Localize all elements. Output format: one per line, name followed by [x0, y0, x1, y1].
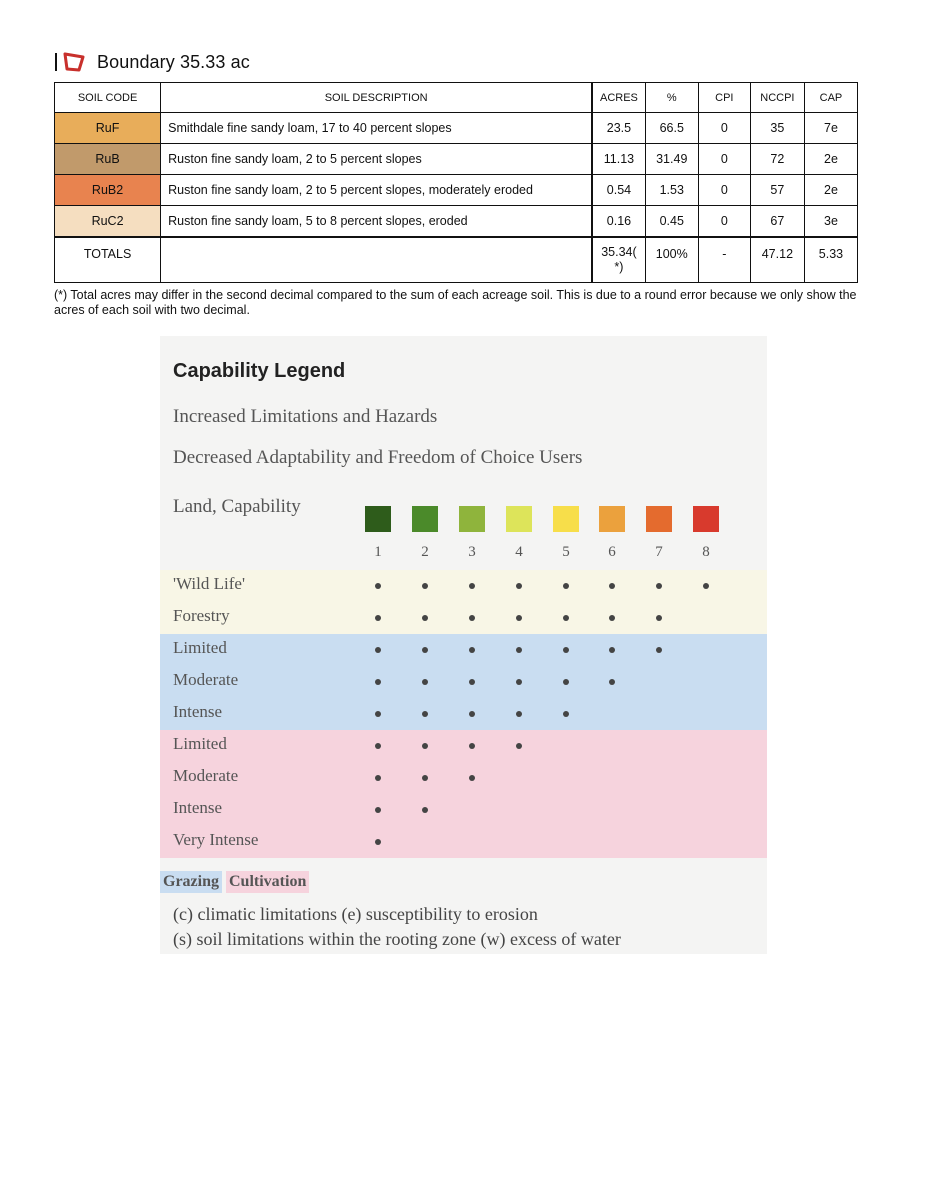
nccpi-cell: 72 — [750, 144, 804, 175]
suitability-dot — [469, 583, 475, 589]
class-number: 6 — [608, 544, 616, 560]
percent-cell: 66.5 — [645, 113, 698, 144]
legend-note-climatic: (c) climatic limitations (e) susceptibility to erosion — [173, 904, 538, 924]
use-row-cultivation — [160, 730, 767, 762]
legend-note-soil: (s) soil limitations within the rooting zone (w) excess of water — [173, 929, 621, 949]
suitability-dot — [516, 615, 522, 621]
acres-cell: 0.54 — [592, 175, 645, 206]
suitability-dot — [375, 679, 381, 685]
use-row-cultivation — [160, 826, 767, 858]
use-row-cultivation — [160, 762, 767, 794]
class-number: 1 — [374, 544, 382, 560]
suitability-dot — [422, 615, 428, 621]
suitability-dot — [516, 743, 522, 749]
class-number: 7 — [655, 544, 663, 560]
use-label: Intense — [173, 702, 223, 721]
nccpi-cell: 57 — [750, 175, 804, 206]
use-label: Limited — [173, 638, 227, 657]
use-label: Limited — [173, 734, 227, 753]
suitability-dot — [422, 743, 428, 749]
use-row-cultivation — [160, 794, 767, 826]
class-number: 8 — [702, 544, 710, 560]
capability-legend — [160, 336, 767, 954]
totals-nccpi-cell: 47.12 — [750, 237, 804, 283]
suitability-dot — [375, 647, 381, 653]
header-cap: CAP — [804, 83, 857, 113]
totals-acres-cell: 35.34( *) — [592, 237, 645, 283]
header-nccpi: NCCPI — [750, 83, 804, 113]
suitability-dot — [469, 743, 475, 749]
header-cpi: CPI — [698, 83, 750, 113]
header-percent: % — [645, 83, 698, 113]
suitability-dot — [422, 807, 428, 813]
suitability-dot — [609, 679, 615, 685]
totals-label: TOTALS — [55, 237, 161, 283]
suitability-dot — [516, 679, 522, 685]
header-acres: ACRES — [592, 83, 645, 113]
suitability-dot — [422, 647, 428, 653]
soil-row — [55, 113, 858, 144]
class-number: 2 — [421, 544, 429, 560]
suitability-dot — [563, 647, 569, 653]
nccpi-cell: 67 — [750, 206, 804, 237]
cap-cell: 2e — [804, 144, 857, 175]
cpi-cell: 0 — [698, 144, 750, 175]
suitability-dot — [656, 583, 662, 589]
suitability-dot — [469, 775, 475, 781]
suitability-dot — [422, 583, 428, 589]
acres-cell: 0.16 — [592, 206, 645, 237]
suitability-dot — [563, 679, 569, 685]
cap-cell: 2e — [804, 175, 857, 206]
suitability-dot — [563, 583, 569, 589]
acres-cell: 11.13 — [592, 144, 645, 175]
boundary-polygon-icon — [63, 52, 85, 72]
soil-table-header — [55, 83, 858, 113]
use-label: 'Wild Life' — [173, 574, 246, 593]
use-label: Very Intense — [173, 830, 259, 849]
cultivation-label: Cultivation — [226, 871, 309, 893]
soil-row — [55, 206, 858, 237]
use-label: Moderate — [173, 766, 239, 785]
soil-description-cell: Ruston fine sandy loam, 5 to 8 percent slopes, eroded — [161, 206, 593, 237]
percent-cell: 0.45 — [645, 206, 698, 237]
cpi-cell: 0 — [698, 175, 750, 206]
class-swatch — [646, 506, 672, 532]
legend-line-adaptability: Decreased Adaptability and Freedom of Choice Users — [173, 447, 583, 468]
suitability-dot — [375, 839, 381, 845]
soil-description-cell: Smithdale fine sandy loam, 17 to 40 percent slopes — [161, 113, 593, 144]
suitability-dot — [422, 775, 428, 781]
suitability-dot — [469, 615, 475, 621]
class-swatch — [506, 506, 532, 532]
totals-cap-cell: 5.33 — [804, 237, 857, 283]
boundary-header — [55, 50, 250, 74]
totals-percent-cell: 100% — [645, 237, 698, 283]
totals-row — [55, 237, 858, 283]
suitability-dot — [516, 711, 522, 717]
cap-cell: 7e — [804, 113, 857, 144]
percent-cell: 1.53 — [645, 175, 698, 206]
class-swatch — [599, 506, 625, 532]
legend-title: Capability Legend — [173, 360, 346, 382]
use-row-wildlife — [160, 570, 767, 602]
table-footnote: (*) Total acres may differ in the second decimal compared to the sum of each acreage soil. This is due to a round error because we only show the acres of each soil with two decimal. — [54, 288, 857, 317]
class-number: 3 — [468, 544, 476, 560]
suitability-dot — [609, 583, 615, 589]
class-swatch — [693, 506, 719, 532]
cap-cell: 3e — [804, 206, 857, 237]
suitability-dot — [422, 711, 428, 717]
acres-cell: 23.5 — [592, 113, 645, 144]
class-swatch — [412, 506, 438, 532]
percent-cell: 31.49 — [645, 144, 698, 175]
suitability-dot — [469, 679, 475, 685]
soil-code-cell: RuB2 — [55, 175, 161, 206]
class-swatch — [553, 506, 579, 532]
suitability-dot — [375, 775, 381, 781]
suitability-dot — [563, 615, 569, 621]
suitability-dot — [516, 583, 522, 589]
suitability-dot — [422, 679, 428, 685]
use-label: Forestry — [173, 606, 230, 625]
totals-description-cell — [161, 237, 593, 283]
suitability-dot — [656, 647, 662, 653]
suitability-dot — [469, 711, 475, 717]
class-swatch — [459, 506, 485, 532]
nccpi-cell: 35 — [750, 113, 804, 144]
suitability-dot — [469, 647, 475, 653]
boundary-divider — [55, 53, 57, 71]
suitability-dot — [375, 583, 381, 589]
suitability-dot — [375, 711, 381, 717]
soil-description-cell: Ruston fine sandy loam, 2 to 5 percent slopes, moderately eroded — [161, 175, 593, 206]
suitability-dot — [703, 583, 709, 589]
class-number: 4 — [515, 544, 523, 560]
class-swatch — [365, 506, 391, 532]
soil-code-cell: RuF — [55, 113, 161, 144]
header-soil-description: SOIL DESCRIPTION — [161, 83, 593, 113]
soil-code-cell: RuC2 — [55, 206, 161, 237]
soil-table — [54, 82, 858, 283]
suitability-dot — [609, 647, 615, 653]
suitability-dot — [375, 807, 381, 813]
suitability-dot — [563, 711, 569, 717]
use-label: Moderate — [173, 670, 239, 689]
use-row-grazing — [160, 698, 767, 730]
suitability-dot — [656, 615, 662, 621]
boundary-title: Boundary 35.33 ac — [97, 51, 250, 72]
suitability-dot — [375, 615, 381, 621]
suitability-dot — [609, 615, 615, 621]
use-label: Intense — [173, 798, 223, 817]
suitability-dot — [516, 647, 522, 653]
soil-row — [55, 175, 858, 206]
use-row-wildlife — [160, 602, 767, 634]
cpi-cell: 0 — [698, 113, 750, 144]
cpi-cell: 0 — [698, 206, 750, 237]
suitability-dot — [375, 743, 381, 749]
class-number: 5 — [562, 544, 570, 560]
legend-line-limitations: Increased Limitations and Hazards — [173, 406, 438, 427]
grazing-label: Grazing — [160, 871, 222, 893]
soil-row — [55, 144, 858, 175]
use-row-grazing — [160, 666, 767, 698]
land-capability-label: Land, Capability — [173, 496, 301, 517]
soil-code-cell: RuB — [55, 144, 161, 175]
use-row-grazing — [160, 634, 767, 666]
totals-cpi-cell: - — [698, 237, 750, 283]
header-soil-code: SOIL CODE — [55, 83, 161, 113]
soil-description-cell: Ruston fine sandy loam, 2 to 5 percent slopes — [161, 144, 593, 175]
